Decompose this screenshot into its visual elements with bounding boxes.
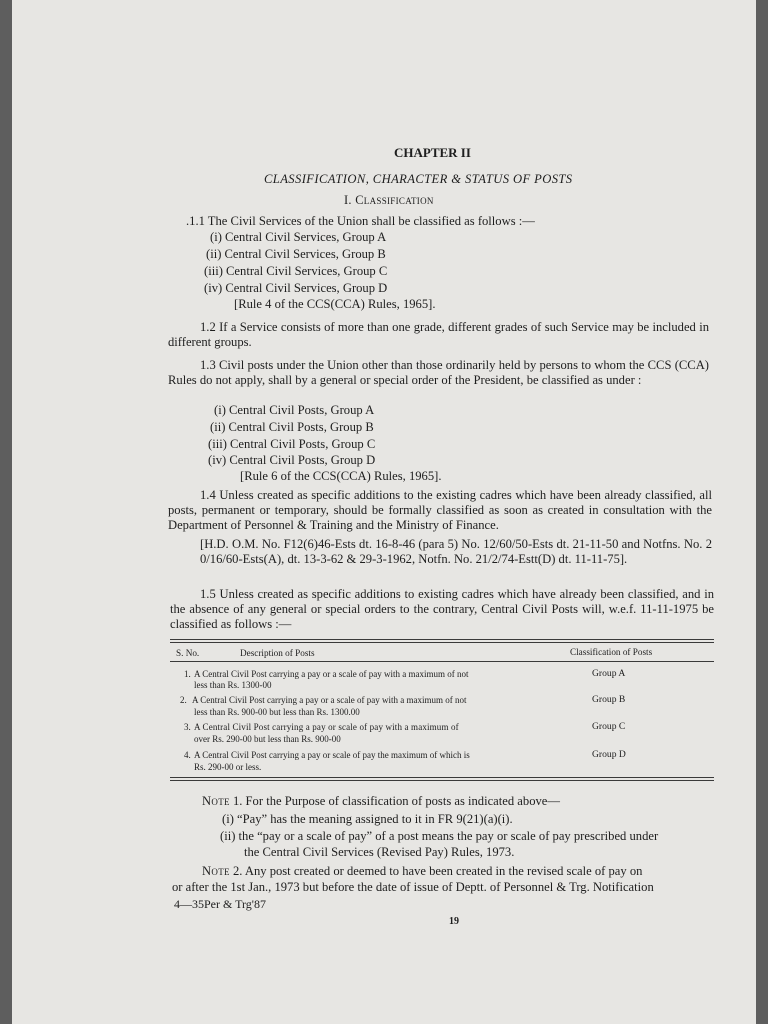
note-label: Note: [202, 864, 230, 878]
row-classification: Group C: [592, 721, 626, 732]
para-1-3-item: (iv) Central Civil Posts, Group D: [208, 453, 376, 467]
row-number: 4.: [184, 750, 191, 760]
row-description: A Central Civil Post carrying a pay or a scale of pay with a maximum of not: [194, 669, 469, 679]
para-1-1-item: (i) Central Civil Services, Group A: [210, 230, 387, 244]
row-description: A Central Civil Post carrying a pay or scale of pay with a maximum of: [194, 722, 459, 732]
table-header-rule: [170, 661, 714, 662]
table-bottom-rule: [170, 780, 714, 781]
note-1-item-ii: (ii) the “pay or a scale of pay” of a post means the pay or scale of pay prescribed under: [220, 829, 659, 843]
table-top-rule: [170, 642, 714, 643]
note-2-line: [202, 864, 642, 879]
table-bottom-rule: [170, 777, 714, 778]
row-classification: Group A: [592, 668, 626, 679]
note-1-text: 1. For the Purpose of classification of posts as indicated above—: [232, 794, 560, 808]
row-classification: Group D: [592, 749, 626, 760]
para-1-1-intro: .1.1 The Civil Services of the Union shall be classified as follows :—: [186, 214, 535, 228]
para-1-1-rule-ref: [Rule 4 of the CCS(CCA) Rules, 1965].: [234, 297, 436, 311]
note-2-text: 2. Any post created or deemed to have been created in the revised scale of pay on: [232, 864, 643, 878]
para-1-3-rule-ref: [Rule 6 of the CCS(CCA) Rules, 1965].: [240, 469, 442, 483]
note-1-item-i: (i) “Pay” has the meaning assigned to it in FR 9(21)(a)(i).: [222, 812, 513, 826]
document-page: [12, 0, 756, 1024]
row-number: 3.: [184, 722, 191, 732]
para-1-3-item: (i) Central Civil Posts, Group A: [214, 403, 375, 417]
row-classification: Group B: [592, 694, 626, 705]
footer-code: 4—35Per & Trg'87: [174, 897, 266, 911]
row-number: 2.: [180, 695, 187, 705]
note-2-line: or after the 1st Jan., 1973 but before the date of issue of Deptt. of Personnel & Trg. Notification: [172, 880, 654, 894]
table-header-classification: Classification of Posts: [570, 647, 653, 657]
para-1-1-item: (ii) Central Civil Services, Group B: [206, 247, 386, 261]
para-1-4-reference: [H.D. O.M. No. F12(6)46-Ests dt. 16-8-46 (para 5) No. 12/60/50-Ests dt. 21-11-50 and Notfns. No. 2 0/16/60-Ests(A), dt. 13-3-62 & 29-3-1962, Notfn. No. 21/2/74-Estt(D) dt. 11-11-75].: [200, 537, 712, 566]
row-description: less than Rs. 900-00 but less than Rs. 1300.00: [194, 707, 360, 717]
note-label: Note: [202, 794, 230, 808]
row-description: Rs. 290-00 or less.: [194, 762, 262, 772]
row-number: 1.: [184, 669, 191, 679]
para-1-1-item: (iv) Central Civil Services, Group D: [204, 281, 388, 295]
para-1-2: 1.2 If a Service consists of more than one grade, different grades of such Service may be included in different groups.: [168, 320, 709, 349]
row-description: A Central Civil Post carrying a pay or a scale of pay with a maximum of not: [192, 695, 467, 705]
main-title: CLASSIFICATION, CHARACTER & STATUS OF POSTS: [264, 172, 573, 186]
row-description: over Rs. 290-00 but less than Rs. 900-00: [194, 734, 341, 744]
note-1-item-ii: the Central Civil Services (Revised Pay) Rules, 1973.: [244, 845, 515, 859]
para-1-3-item: (iii) Central Civil Posts, Group C: [208, 437, 376, 451]
page-number: 19: [449, 916, 459, 927]
note-1-intro: [202, 794, 560, 809]
section-heading: I. Classification: [344, 193, 434, 207]
para-1-5: 1.5 Unless created as specific additions to existing cadres which have already been classified, and in the absence of any general or special orders to the contrary, Central Civil Posts will, w.e.f. 11-11-1975 be classified as follows :—: [170, 587, 714, 631]
table-top-rule: [170, 639, 714, 640]
para-1-3-item: (ii) Central Civil Posts, Group B: [210, 420, 374, 434]
row-description: A Central Civil Post carrying a pay or scale of pay the maximum of which is: [194, 750, 470, 760]
table-header-description: Description of Posts: [240, 648, 315, 658]
para-1-4: 1.4 Unless created as specific additions to the existing cadres which have been already classified, all posts, permanent or temporary, should be formally classified as soon as created in consultation with the Department of Personnel & Training and the Ministry of Finance.: [168, 488, 712, 532]
chapter-heading: CHAPTER II: [394, 145, 471, 160]
table-header-sno: S. No.: [176, 648, 200, 658]
para-1-1-item: (iii) Central Civil Services, Group C: [204, 264, 388, 278]
para-1-3-intro: 1.3 Civil posts under the Union other than those ordinarily held by persons to whom the CCS (CCA) Rules do not apply, shall by a general or special order of the President, be classified as under :: [168, 358, 709, 387]
row-description: less than Rs. 1300-00: [194, 680, 272, 690]
